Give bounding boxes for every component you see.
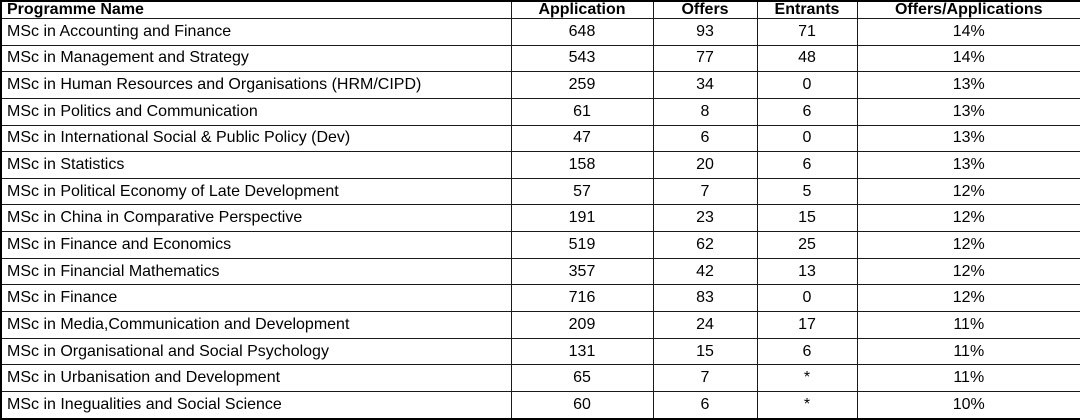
value-cell: 15 (653, 338, 757, 365)
value-cell: 77 (653, 45, 757, 72)
value-cell: * (757, 365, 857, 392)
value-cell: 7 (653, 178, 757, 205)
value-cell: 61 (511, 98, 653, 125)
value-cell: 93 (653, 19, 757, 46)
column-header-application: Application (511, 1, 653, 19)
value-cell: 648 (511, 19, 653, 46)
programme-name-cell: MSc in Statistics (1, 152, 511, 179)
value-cell: 47 (511, 125, 653, 152)
value-cell: 7 (653, 365, 757, 392)
value-cell: 20 (653, 152, 757, 179)
table-row (1, 178, 1080, 205)
value-cell: 11% (857, 338, 1080, 365)
value-cell: 12% (857, 205, 1080, 232)
value-cell: 209 (511, 312, 653, 339)
value-cell: 259 (511, 72, 653, 99)
value-cell: 11% (857, 312, 1080, 339)
value-cell: 13% (857, 98, 1080, 125)
value-cell: 13% (857, 72, 1080, 99)
programme-name-cell: MSc in Management and Strategy (1, 45, 511, 72)
programme-name-cell: MSc in Political Economy of Late Development (1, 178, 511, 205)
value-cell: 357 (511, 258, 653, 285)
value-cell: 62 (653, 232, 757, 259)
value-cell: 65 (511, 365, 653, 392)
value-cell: 14% (857, 19, 1080, 46)
programme-name-cell: MSc in Media,Communication and Development (1, 312, 511, 339)
value-cell: 131 (511, 338, 653, 365)
value-cell: 12% (857, 232, 1080, 259)
value-cell: 71 (757, 19, 857, 46)
value-cell: 6 (757, 98, 857, 125)
programme-name-cell: MSc in Finance (1, 285, 511, 312)
table-row (1, 19, 1080, 46)
programme-name-cell: MSc in Politics and Communication (1, 98, 511, 125)
value-cell: 12% (857, 285, 1080, 312)
value-cell: 11% (857, 365, 1080, 392)
value-cell: 13% (857, 125, 1080, 152)
value-cell: * (757, 391, 857, 419)
value-cell: 6 (757, 152, 857, 179)
programme-name-cell: MSc in Inegualities and Social Science (1, 391, 511, 419)
programme-name-cell: MSc in Human Resources and Organisations (HRM/CIPD) (1, 72, 511, 99)
column-header-offers: Offers (653, 1, 757, 19)
value-cell: 0 (757, 125, 857, 152)
programme-name-cell: MSc in Accounting and Finance (1, 19, 511, 46)
value-cell: 83 (653, 285, 757, 312)
value-cell: 5 (757, 178, 857, 205)
value-cell: 34 (653, 72, 757, 99)
table-row (1, 152, 1080, 179)
column-header-entrants: Entrants (757, 1, 857, 19)
column-header-offers-applications: Offers/Applications (857, 1, 1080, 19)
value-cell: 12% (857, 258, 1080, 285)
value-cell: 6 (653, 391, 757, 419)
value-cell: 13% (857, 152, 1080, 179)
programme-name-cell: MSc in Financial Mathematics (1, 258, 511, 285)
programme-name-cell: MSc in Finance and Economics (1, 232, 511, 259)
value-cell: 6 (653, 125, 757, 152)
value-cell: 48 (757, 45, 857, 72)
value-cell: 8 (653, 98, 757, 125)
value-cell: 14% (857, 45, 1080, 72)
table-row (1, 365, 1080, 392)
value-cell: 24 (653, 312, 757, 339)
value-cell: 13 (757, 258, 857, 285)
value-cell: 6 (757, 338, 857, 365)
table-row (1, 285, 1080, 312)
table-row (1, 258, 1080, 285)
programme-name-cell: MSc in Urbanisation and Development (1, 365, 511, 392)
table-row (1, 391, 1080, 419)
value-cell: 17 (757, 312, 857, 339)
value-cell: 716 (511, 285, 653, 312)
value-cell: 0 (757, 72, 857, 99)
table-row (1, 98, 1080, 125)
value-cell: 12% (857, 178, 1080, 205)
header-row (1, 1, 1080, 19)
value-cell: 25 (757, 232, 857, 259)
value-cell: 15 (757, 205, 857, 232)
table-row (1, 125, 1080, 152)
table-row (1, 232, 1080, 259)
value-cell: 23 (653, 205, 757, 232)
table-row (1, 72, 1080, 99)
value-cell: 158 (511, 152, 653, 179)
value-cell: 57 (511, 178, 653, 205)
value-cell: 10% (857, 391, 1080, 419)
column-header-programme-name: Programme Name (1, 1, 511, 19)
programme-name-cell: MSc in International Social & Public Policy (Dev) (1, 125, 511, 152)
value-cell: 60 (511, 391, 653, 419)
value-cell: 543 (511, 45, 653, 72)
value-cell: 519 (511, 232, 653, 259)
table-row (1, 338, 1080, 365)
programme-name-cell: MSc in China in Comparative Perspective (1, 205, 511, 232)
table-row (1, 205, 1080, 232)
value-cell: 191 (511, 205, 653, 232)
value-cell: 0 (757, 285, 857, 312)
value-cell: 42 (653, 258, 757, 285)
table-row (1, 45, 1080, 72)
table-body (1, 19, 1080, 420)
programme-name-cell: MSc in Organisational and Social Psychology (1, 338, 511, 365)
table-row (1, 312, 1080, 339)
